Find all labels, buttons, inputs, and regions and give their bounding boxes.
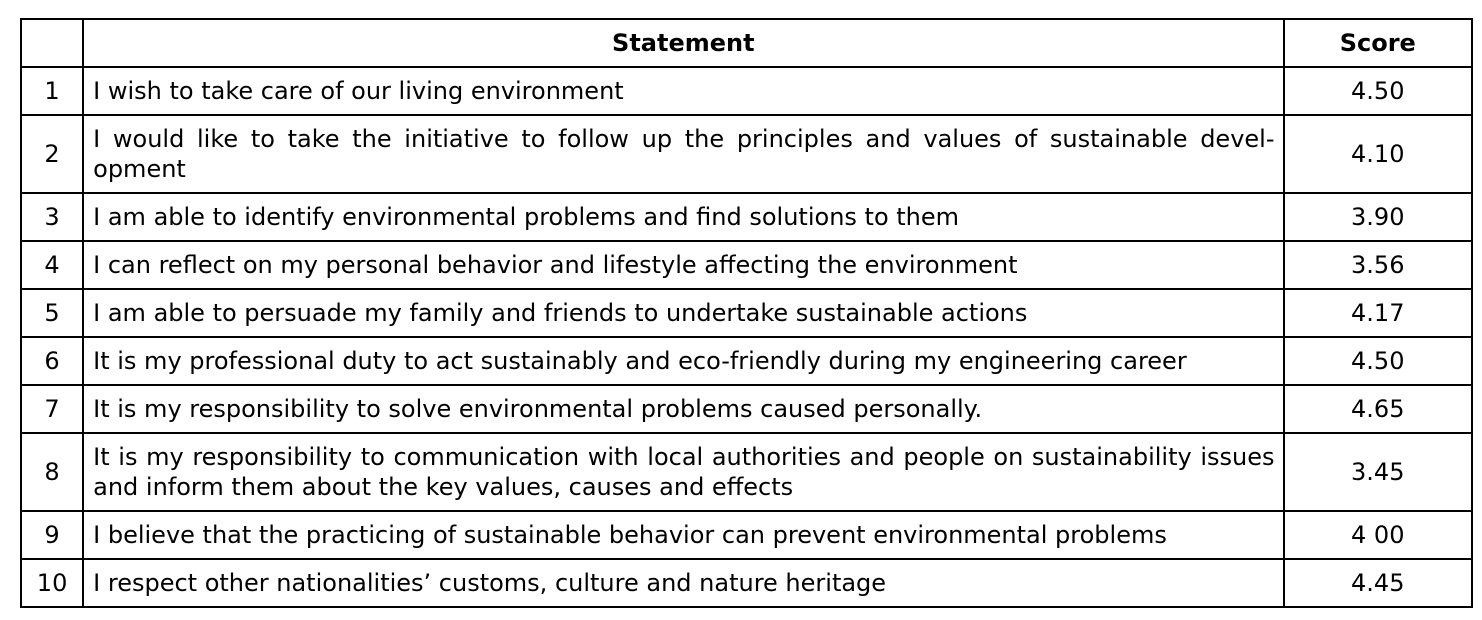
row-score: 4.10: [1284, 115, 1473, 193]
row-number: 5: [21, 289, 83, 337]
row-statement: I am able to persuade my family and friends to undertake sustainable actions: [83, 289, 1283, 337]
row-score: 4.45: [1284, 559, 1473, 607]
row-number: 6: [21, 337, 83, 385]
row-statement: I wish to take care of our living environment: [83, 67, 1283, 115]
row-statement: I would like to take the initiative to follow up the principles and values of sustainable devel-opment: [83, 115, 1283, 193]
row-statement: I can reflect on my personal behavior and lifestyle affecting the environment: [83, 241, 1283, 289]
row-number: 10: [21, 559, 83, 607]
row-number: 7: [21, 385, 83, 433]
table-row: [21, 67, 1472, 115]
header-number: [21, 19, 83, 67]
row-score: 3.56: [1284, 241, 1473, 289]
row-number: 2: [21, 115, 83, 193]
table-row: [21, 115, 1472, 193]
row-statement: It is my responsibility to solve environmental problems caused personally.: [83, 385, 1283, 433]
row-statement: I am able to identify environmental problems and find solutions to them: [83, 193, 1283, 241]
row-statement: I respect other nationalities’ customs, culture and nature heritage: [83, 559, 1283, 607]
header-statement: Statement: [83, 19, 1283, 67]
table-header-row: [21, 19, 1472, 67]
table-row: [21, 511, 1472, 559]
header-score: Score: [1284, 19, 1473, 67]
row-number: 1: [21, 67, 83, 115]
row-score: 4.17: [1284, 289, 1473, 337]
table-row: [21, 433, 1472, 511]
table-row: [21, 241, 1472, 289]
survey-table: [20, 18, 1473, 608]
table-row: [21, 559, 1472, 607]
row-score: 4.50: [1284, 67, 1473, 115]
table-row: [21, 337, 1472, 385]
row-score: 4 00: [1284, 511, 1473, 559]
row-number: 4: [21, 241, 83, 289]
row-statement: It is my responsibility to communication with local authorities and people on sustainability issues and inform them about the key values, causes and effects: [83, 433, 1283, 511]
row-score: 3.90: [1284, 193, 1473, 241]
row-number: 8: [21, 433, 83, 511]
row-statement: I believe that the practicing of sustainable behavior can prevent environmental problems: [83, 511, 1283, 559]
row-score: 4.50: [1284, 337, 1473, 385]
table-row: [21, 193, 1472, 241]
row-number: 9: [21, 511, 83, 559]
row-statement: It is my professional duty to act sustainably and eco-friendly during my engineering career: [83, 337, 1283, 385]
row-score: 3.45: [1284, 433, 1473, 511]
table-row: [21, 385, 1472, 433]
row-number: 3: [21, 193, 83, 241]
table-row: [21, 289, 1472, 337]
row-score: 4.65: [1284, 385, 1473, 433]
